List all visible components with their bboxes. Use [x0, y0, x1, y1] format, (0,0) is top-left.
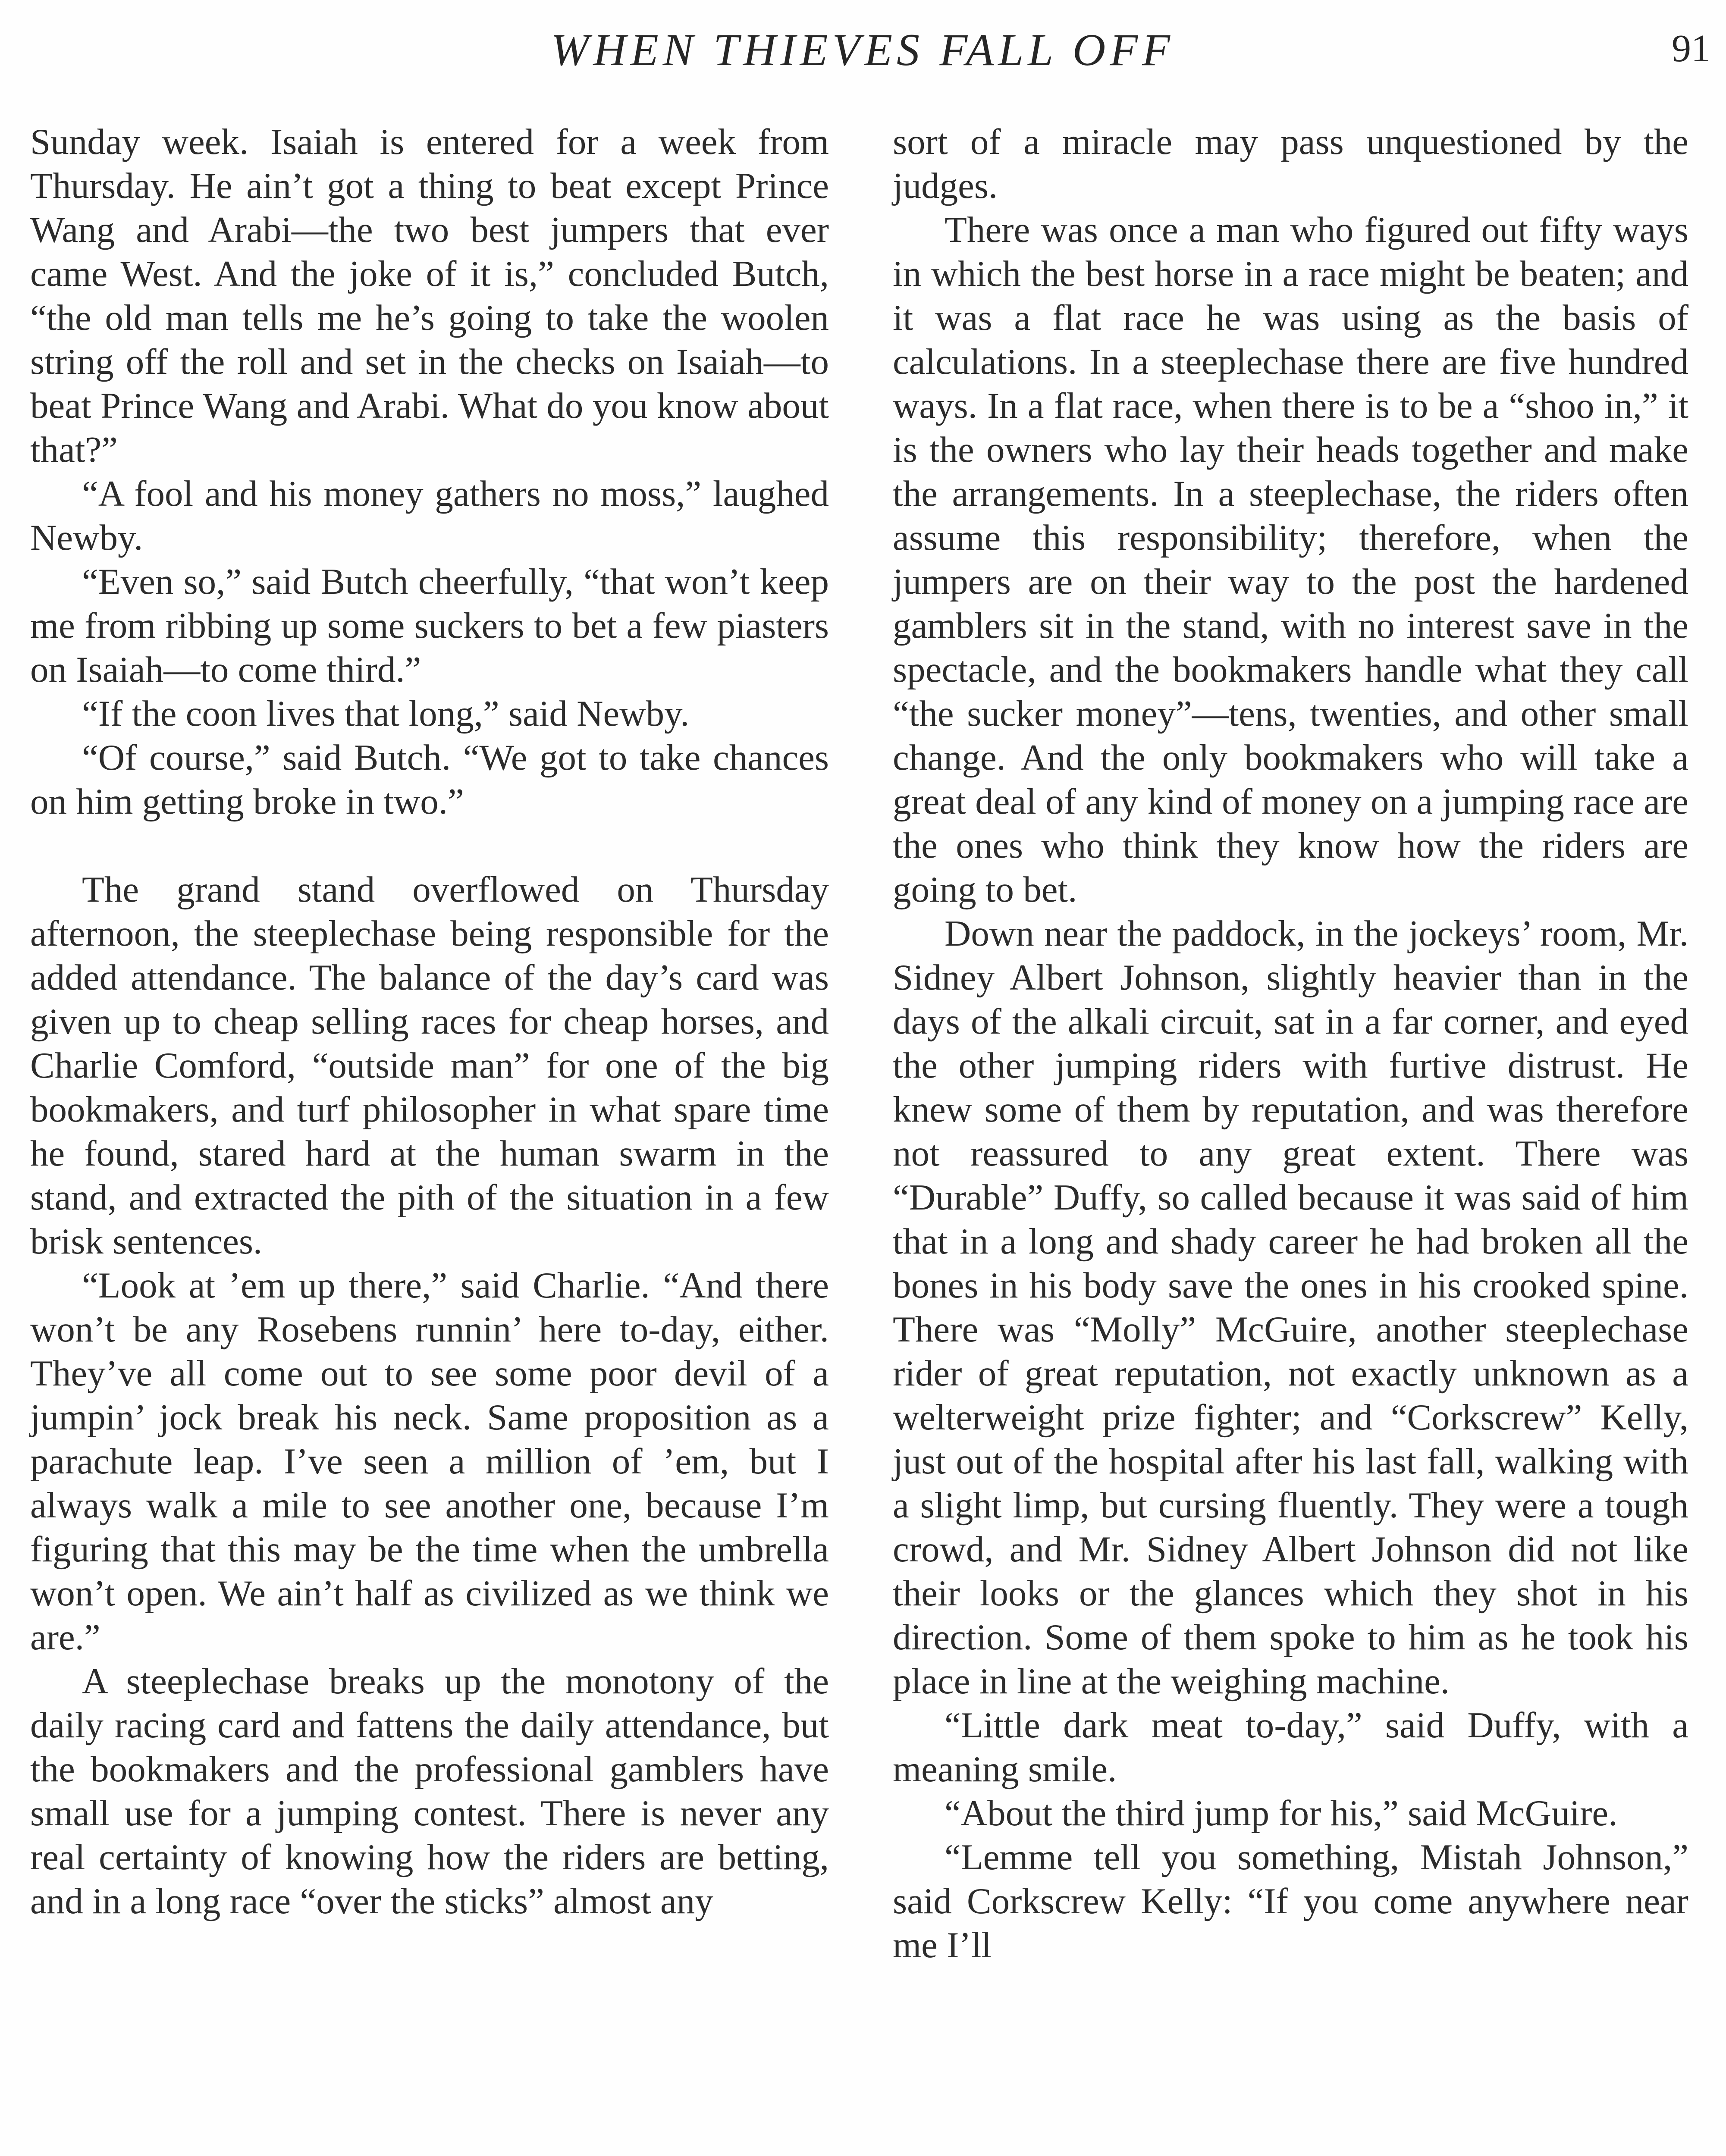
- paragraph: There was once a man who figured out fifty ways in which the best horse in a race might be beaten; and it was a flat race he was using as the basis of calculations. In a steeplechase there are five hundred ways. In a flat race, when there is to be a “shoo in,” it is the owners who lay their heads together and make the arrangements. In a steeplechase, the riders often assume this responsibility; therefore, when the jumpers are on their way to the post the hardened gamblers sit in the stand, with no interest save in the spectacle, and the bookmakers handle what they call “the sucker money”—tens, twenties, and other small change. And the only bookmakers who will take a great deal of any kind of money on a jumping race are the ones who think they know how the riders are going to bet.: [893, 210, 1688, 910]
- paragraph: Sunday week. Isaiah is entered for a week from Thursday. He ain’t got a thing to beat except Prince Wang and Arabi—the two best jumpers that ever came West. And the joke of it is,” concluded Butch, “the old man tells me he’s going to take the woolen string off the roll and set in the checks on Isaiah—to beat Prince Wang and Arabi. What do you know about that?”: [30, 122, 829, 470]
- paragraph: “About the third jump for his,” said McGuire.: [945, 1793, 1618, 1833]
- paragraph: “Lemme tell you something, Mistah Johnson,” said Corkscrew Kelly: “If you come anywhere near me I’ll: [893, 1837, 1688, 1965]
- right-column: [893, 120, 1688, 2156]
- paragraph: Down near the paddock, in the jockeys’ room, Mr. Sidney Albert Johnson, slightly heavier than in the days of the alkali circuit, sat in a far corner, and eyed the other jumping riders with furtive distrust. He knew some of them by reputation, and was therefore not reassured to any great extent. There was “Durable” Duffy, so called because it was said of him that in a long and shady career he had broken all the bones in his body save the ones in his crooked spine. There was “Molly” McGuire, another steeplechase rider of great reputation, not exactly unknown as a welterweight prize fighter; and “Corkscrew” Kelly, just out of the hospital after his last fall, walking with a slight limp, but cursing fluently. They were a tough crowd, and Mr. Sidney Albert Johnson did not like their looks or the glances which they shot in his direction. Some of them spoke to him as he took his place in line at the weighing machine.: [893, 913, 1688, 1702]
- paragraph: A steeplechase breaks up the monotony of the daily racing card and fattens the daily attendance, but the bookmakers and the professional gamblers have small use for a jumping contest. There is never any real certainty of knowing how the riders are betting, and in a long race “over the sticks” almost any: [30, 1661, 829, 1921]
- paragraph: sort of a miracle may pass unquestioned by the judges.: [893, 122, 1688, 206]
- paragraph: “A fool and his money gathers no moss,” laughed Newby.: [30, 473, 829, 558]
- paragraph: “Little dark meat to-day,” said Duffy, with a meaning smile.: [893, 1705, 1688, 1789]
- paragraph: The grand stand overflowed on Thursday afternoon, the steeplechase being responsible for the added attendance. The balance of the day’s card was given up to cheap selling races for cheap horses, and Charlie Comford, “outside man” for one of the big bookmakers, and turf philosopher in what spare time he found, stared hard at the human swarm in the stand, and extracted the pith of the situation in a few brisk sentences.: [30, 869, 829, 1262]
- paragraph: “Of course,” said Butch. “We got to take chances on him getting broke in two.”: [30, 737, 829, 822]
- running-head: [0, 24, 1726, 88]
- page-number: 91: [1672, 27, 1710, 70]
- left-column: [30, 120, 829, 2156]
- paragraph: “Even so,” said Butch cheerfully, “that won’t keep me from ribbing up some suckers to bet a few piasters on Isaiah—to come third.”: [30, 561, 829, 690]
- paragraph: “If the coon lives that long,” said Newby.: [82, 693, 690, 734]
- running-title: WHEN THIEVES FALL OFF: [551, 25, 1174, 75]
- paragraph: “Look at ’em up there,” said Charlie. “And there won’t be any Rosebens runnin’ here to-day, either. They’ve all come out to see some poor devil of a jumpin’ jock break his neck. Same proposition as a parachute leap. I’ve seen a million of ’em, but I always walk a mile to see another one, because I’m figuring that this may be the time when the umbrella won’t open. We ain’t half as civilized as we think we are.”: [30, 1265, 829, 1658]
